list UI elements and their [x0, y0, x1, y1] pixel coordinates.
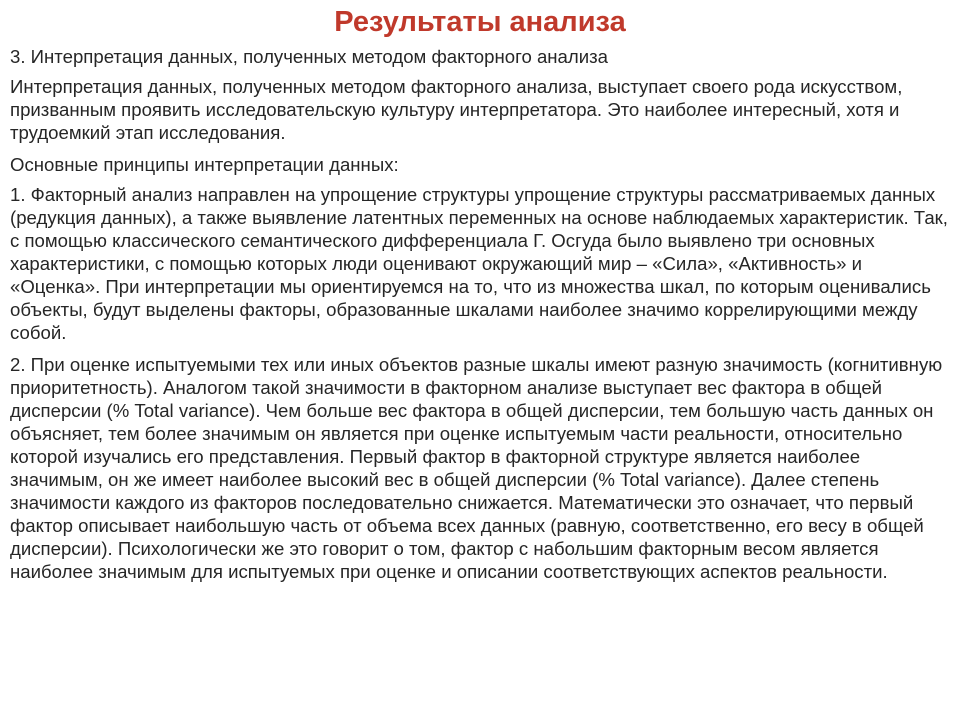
principle-1-paragraph: 1. Факторный анализ направлен на упрощение структуры упрощение структуры рассматриваемых данных (редукция данных), а также выявление латентных переменных на основе наблюдаемых характеристик. Так, с помощью классического семантического дифференциала Г. Осгуда было выявлено три основных характеристики, с помощью которых люди оценивают окружающий мир – «Сила», «Активность» и «Оценка». При интерпретации мы ориентируемся на то, что из множества шкал, по которым оценивались объекты, будут выделены факторы, образованные шкалами наиболее значимо коррелирующими между собой.: [10, 184, 948, 343]
principle-2-paragraph: 2. При оценке испытуемыми тех или иных объектов разные шкалы имеют разную значимость (когнитивную приоритетность). Аналогом такой значимости в факторном анализе выступает вес фактора в общей дисперсии (% Total variance). Чем больше вес фактора в общей дисперсии, тем большую часть данных он объясняет, тем более значимым он является при оценке испытуемым части реальности, относительно которой изучались его представления. Первый фактор в факторной структуре является наиболее значимым, он же имеет наиболее высокий вес в общей дисперсии (% Total variance). Далее степень значимости каждого из факторов последовательно снижается. Математически это означает, что первый фактор описывает наибольшую часть от объема всех данных (равную, соответственно, его весу в общей дисперсии). Психологически же это говорит о том, фактор с набольшим факторным весом является наиболее значимым для испытуемых при оценке и описании соответствующих аспектов реальности.: [10, 354, 943, 582]
section-heading: 3. Интерпретация данных, полученных методом факторного анализа: [10, 46, 609, 67]
intro-paragraph: Интерпретация данных, полученных методом факторного анализа, выступает своего рода искусством, призванным проявить исследовательскую культуру интерпретатора. Это наиболее интересный, хотя и трудоемкий этап исследования.: [10, 76, 903, 143]
slide-body: [10, 45, 948, 592]
slide-title: Результаты анализа: [334, 6, 626, 38]
principles-heading: Основные принципы интерпретации данных:: [10, 154, 399, 175]
